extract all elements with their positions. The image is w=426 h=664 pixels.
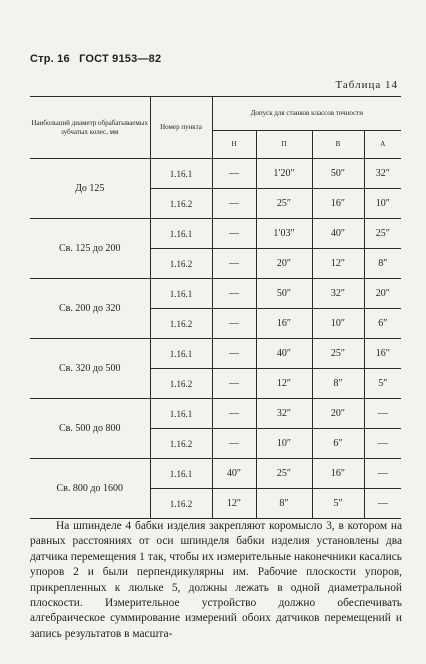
tolerance-value-cell: 10″ xyxy=(364,189,401,219)
tolerance-value-cell: 6″ xyxy=(312,429,364,459)
tolerance-table xyxy=(30,96,401,519)
diameter-range-cell: Св. 200 до 320 xyxy=(30,279,150,339)
tolerance-value-cell: — xyxy=(364,429,401,459)
tolerance-value-cell: 10″ xyxy=(256,429,312,459)
body-paragraph: На шпинделе 4 бабки изделия закрепляют коромысло 3, в котором на равных расстояниях от оси шпинделя бабки изделия установлены два датчика перемещения 1 так, чтобы их измерительные наконечники касались упоров 2 и были перпендикулярны им. Рабочие плоскости упоров, прикрепленных к люльке 5, должны лежать в одной диаметральной плоскости. Измерительное устройство должно обеспечивать алгебраическое суммирование измерений обоих датчиков перемещений и запись результатов в масшта- xyxy=(30,520,402,640)
tolerance-value-cell: 50″ xyxy=(312,159,364,189)
tolerance-value-cell: — xyxy=(212,249,256,279)
diameter-column-header: Наибольший диаметр обрабатываемых зубчатых колес, мм xyxy=(31,118,149,136)
body-paragraph-container xyxy=(30,519,402,642)
tolerance-value-cell: 40″ xyxy=(312,219,364,249)
tolerance-value-cell: — xyxy=(364,399,401,429)
tolerance-value-cell: 1′03″ xyxy=(256,219,312,249)
tolerance-value-cell: 25″ xyxy=(312,339,364,369)
diameter-range-cell: Св. 500 до 800 xyxy=(30,399,150,459)
page-header xyxy=(30,53,167,65)
table-row xyxy=(30,399,401,429)
tolerance-value-cell: 8″ xyxy=(256,489,312,519)
tolerance-value-cell: 40″ xyxy=(256,339,312,369)
point-number-cell: 1.16.2 xyxy=(150,189,212,219)
class-header: Н xyxy=(212,131,256,159)
tolerance-value-cell: 25″ xyxy=(256,459,312,489)
tolerance-value-cell: 32″ xyxy=(312,279,364,309)
tolerance-value-cell: — xyxy=(212,339,256,369)
tolerance-value-cell: — xyxy=(212,309,256,339)
class-header: В xyxy=(312,131,364,159)
diameter-range-cell: Св. 320 до 500 xyxy=(30,339,150,399)
tolerance-value-cell: 8″ xyxy=(364,249,401,279)
table-row xyxy=(30,219,401,249)
point-number-cell: 1.16.1 xyxy=(150,279,212,309)
tolerance-value-cell: 12″ xyxy=(212,489,256,519)
tolerance-value-cell: 16″ xyxy=(312,459,364,489)
point-number-cell: 1.16.2 xyxy=(150,309,212,339)
point-number-cell: 1.16.2 xyxy=(150,489,212,519)
point-column-header: Номер пункта xyxy=(150,97,212,159)
tolerance-column-header: Допуск для станков классов точности xyxy=(212,97,401,131)
standard-code: ГОСТ 9153—82 xyxy=(79,53,162,65)
tolerance-value-cell: 25″ xyxy=(364,219,401,249)
tolerance-value-cell: — xyxy=(212,369,256,399)
tolerance-value-cell: — xyxy=(212,429,256,459)
tolerance-value-cell: 40″ xyxy=(212,459,256,489)
table-title: Таблица 14 xyxy=(335,79,398,91)
class-header: П xyxy=(256,131,312,159)
tolerance-value-cell: 1′20″ xyxy=(256,159,312,189)
tolerance-value-cell: 8″ xyxy=(312,369,364,399)
tolerance-value-cell: 12″ xyxy=(256,369,312,399)
diameter-range-cell: До 125 xyxy=(30,159,150,219)
table-body xyxy=(30,159,401,519)
tolerance-value-cell: 20″ xyxy=(256,249,312,279)
point-number-cell: 1.16.1 xyxy=(150,459,212,489)
tolerance-value-cell: — xyxy=(212,399,256,429)
tolerance-value-cell: — xyxy=(212,279,256,309)
tolerance-value-cell: 12″ xyxy=(312,249,364,279)
point-number-cell: 1.16.2 xyxy=(150,429,212,459)
tolerance-value-cell: 32″ xyxy=(256,399,312,429)
point-number-cell: 1.16.2 xyxy=(150,369,212,399)
table-row xyxy=(30,459,401,489)
tolerance-value-cell: 20″ xyxy=(364,279,401,309)
tolerance-value-cell: 16″ xyxy=(364,339,401,369)
tolerance-value-cell: 6″ xyxy=(364,309,401,339)
table-row xyxy=(30,279,401,309)
tolerance-value-cell: — xyxy=(212,219,256,249)
tolerance-value-cell: 5″ xyxy=(312,489,364,519)
tolerance-value-cell: 25″ xyxy=(256,189,312,219)
tolerance-value-cell: 16″ xyxy=(312,189,364,219)
diameter-range-cell: Св. 800 до 1600 xyxy=(30,459,150,519)
tolerance-value-cell: 5″ xyxy=(364,369,401,399)
diameter-range-cell: Св. 125 до 200 xyxy=(30,219,150,279)
tolerance-value-cell: 10″ xyxy=(312,309,364,339)
class-header: А xyxy=(364,131,401,159)
point-number-cell: 1.16.1 xyxy=(150,399,212,429)
tolerance-value-cell: — xyxy=(212,189,256,219)
tolerance-value-cell: 16″ xyxy=(256,309,312,339)
tolerance-value-cell: — xyxy=(364,459,401,489)
tolerance-value-cell: — xyxy=(364,489,401,519)
table-row xyxy=(30,339,401,369)
point-number-cell: 1.16.1 xyxy=(150,219,212,249)
tolerance-value-cell: 20″ xyxy=(312,399,364,429)
page-number: Стр. 16 xyxy=(30,53,70,65)
tolerance-value-cell: — xyxy=(212,159,256,189)
tolerance-value-cell: 32″ xyxy=(364,159,401,189)
point-number-cell: 1.16.1 xyxy=(150,339,212,369)
table-row xyxy=(30,159,401,189)
point-number-cell: 1.16.2 xyxy=(150,249,212,279)
tolerance-value-cell: 50″ xyxy=(256,279,312,309)
point-number-cell: 1.16.1 xyxy=(150,159,212,189)
